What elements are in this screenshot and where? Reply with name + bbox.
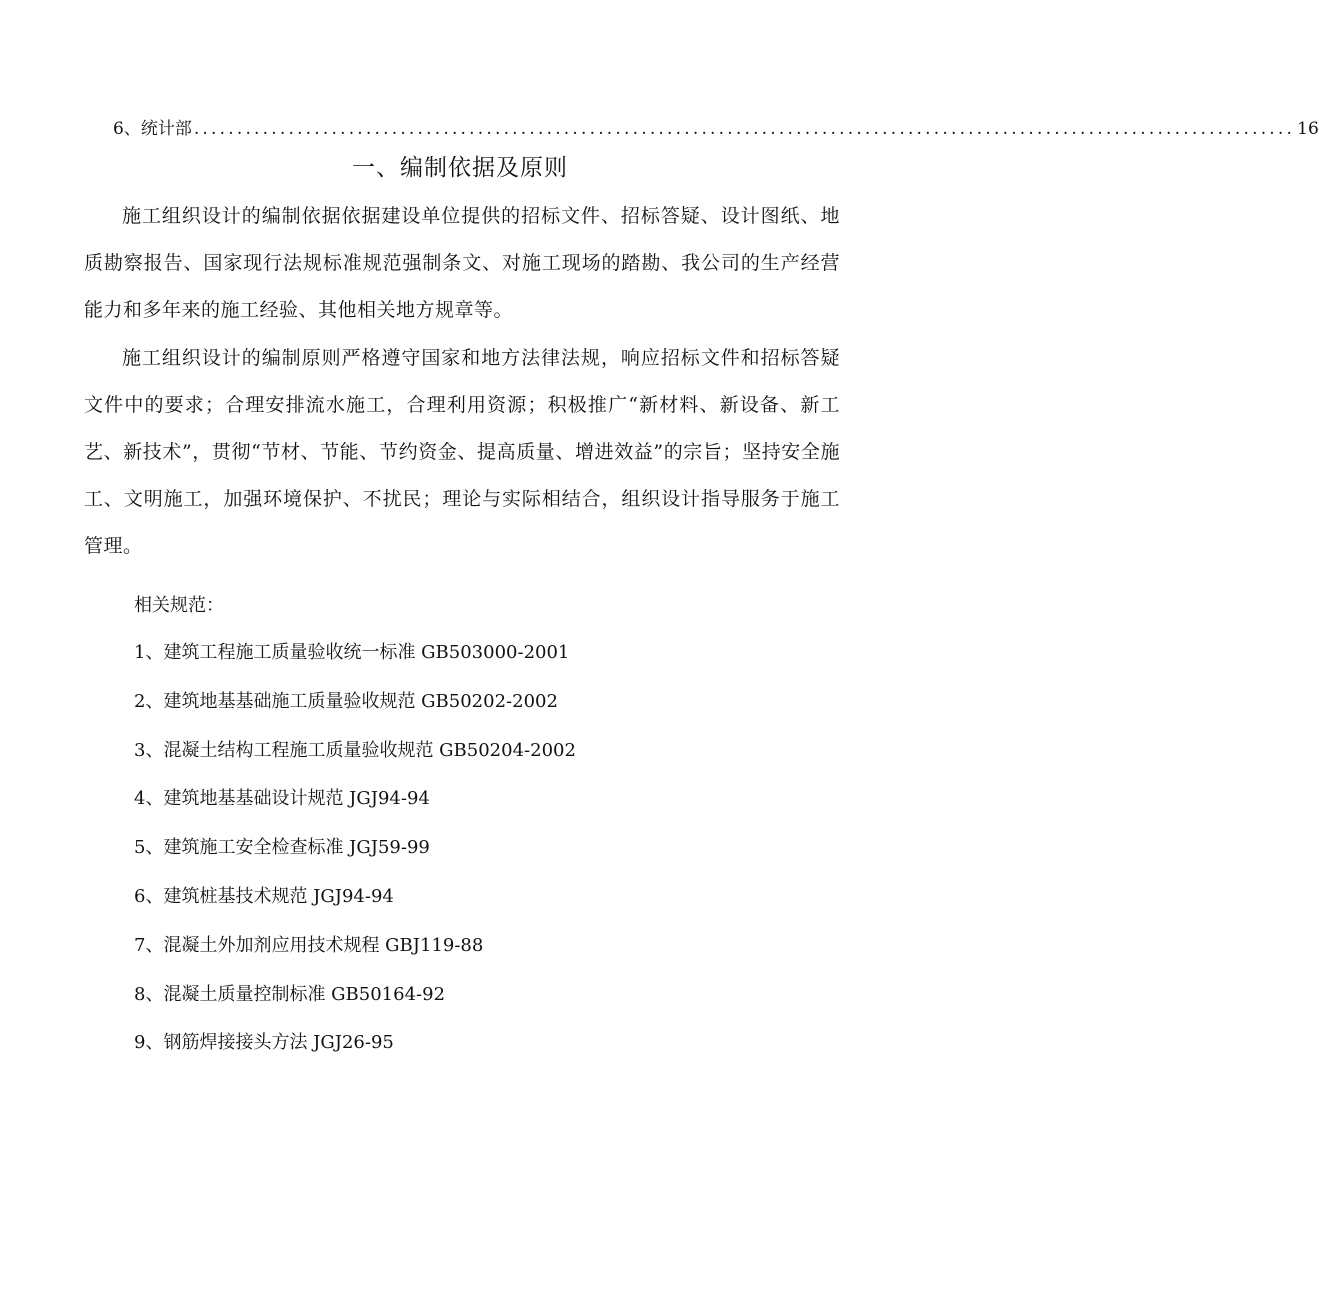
basis-paragraph: 施工组织设计的编制依据依据建设单位提供的招标文件、招标答疑、设计图纸、地质勘察报告、国家现行法规标准规范强制条文、对施工现场的踏勘、我公司的生产经营能力和多年来的施工经验、其他相关地方规章等。 [84,205,840,321]
reference-item: 9、钢筋焊接接头方法 JGJ26-95 [134,1032,394,1054]
reference-item: 3、混凝土结构工程施工质量验收规范 GB50204-2002 [134,739,576,761]
section-title: 一、编制依据及原则 [352,155,568,181]
references-label: 相关规范： [134,595,224,616]
reference-item: 4、建筑地基基础设计规范 JGJ94-94 [134,788,430,810]
toc-entry [113,116,1319,142]
toc-leader-dots: ................................................................................................................................ [193,119,1296,139]
reference-item: 7、混凝土外加剂应用技术规程 GBJ119-88 [134,934,484,956]
references-list [134,629,576,1068]
reference-item: 8、混凝土质量控制标准 GB50164-92 [134,983,446,1005]
principles-paragraph: 施工组织设计的编制原则严格遵守国家和地方法律法规，响应招标文件和招标答疑文件中的要求；合理安排流水施工，合理利用资源；积极推广“新材料、新设备、新工艺、新技术”，贯彻“节材、节能、节约资金、提高质量、增进效益”的宗旨；坚持安全施工、文明施工，加强环境保护、不扰民；理论与实际相结合，组织设计指导服务于施工管理。 [84,347,840,557]
toc-page-number: 16 [1297,119,1319,139]
reference-item: 1、建筑工程施工质量验收统一标准 GB503000-2001 [134,642,570,663]
reference-item: 2、建筑地基基础施工质量验收规范 GB50202-2002 [134,690,558,712]
reference-item: 6、建筑桩基技术规范 JGJ94-94 [134,885,394,907]
reference-item: 5、建筑施工安全检查标准 JGJ59-99 [134,837,430,859]
toc-entry-label: 6、统计部 [113,119,192,139]
